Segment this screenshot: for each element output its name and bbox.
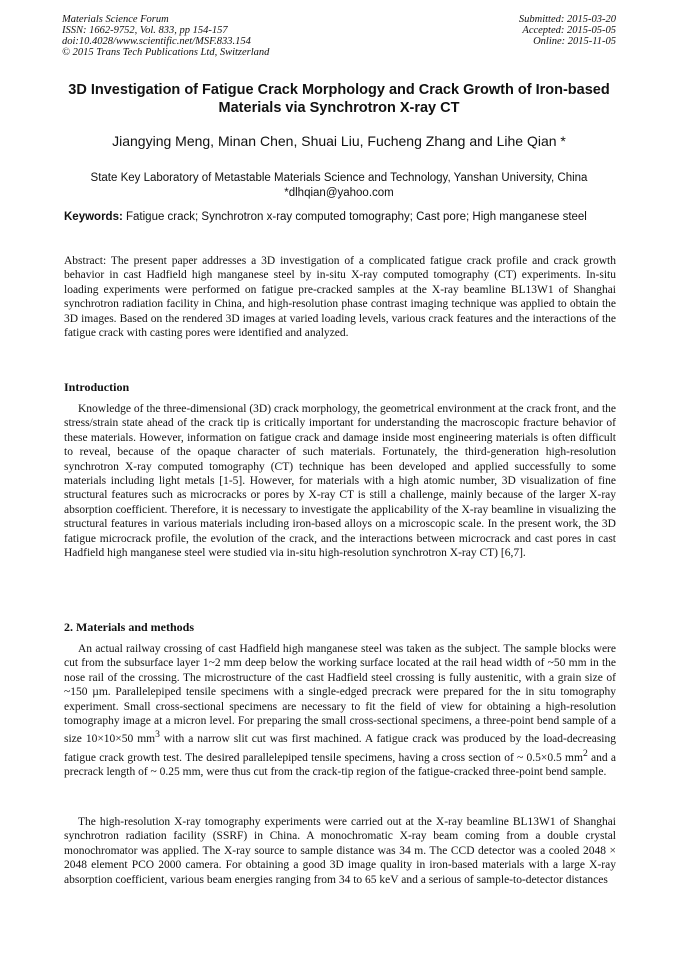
methods-text-a: An actual railway crossing of cast Hadfield high manganese steel was taken as the subject. The sample blocks were cut from the subsurface layer 1~2 mm deep below the working surface located at the rail head width of ~50 mm in the nose rail of the crossing. The microstructure of the cast Hadfield steel crossing is fully austenitic, with a grain size of ~150 µm. Parallelepiped tensile specimens with a single-edged precrack were prepared for the in situ tomography experiment. Small cross-sectional specimens are necessary to fit the field of view for obtaining a high-resolution tomography image at a micron level. For preparing the small cross-sectional specimens, a three-point bend sample of a size 10×10×50 mm	[64, 643, 616, 746]
superscript-square: 2	[582, 747, 588, 759]
introduction-paragraph: Knowledge of the three-dimensional (3D) crack morphology, the geometrical environment at the crack front, and the stress/strain state ahead of the crack tip is critically important for understanding the macroscopic fracture behavior of these materials. However, information on fatigue crack and damage inside most engineering materials is often difficult to reveal, because of the opaque character of such materials. Fortunately, the third-generation high-resolution synchrotron X-ray computed tomography (CT) technique has been developed and applied successfully to some materials including light metals [1-5]. However, for materials with a high atomic number, 3D visualization of fine structural features such as microcracks or pores by X-ray CT is still a challenge, mainly because of the larger X-ray absorption coefficient. Therefore, it is necessary to investigate the applicability of the X-ray beamline in visualizing the structural features in various materials including iron-based alloys on a microscopic scale. In the present work, the 3D fatigue microcrack profile, the evolution of the crack, and the interactions between microcrack and cast pores in cast Hadfield high manganese steel were studied via in-situ high-resolution synchrotron X-ray CT) [6,7].	[64, 403, 616, 560]
keywords	[64, 210, 616, 224]
methods-paragraph-2: The high-resolution X-ray tomography experiments were carried out at the X-ray beamline BL13W1 of Shanghai synchrotron radiation facility (SSRF) in China. A monochromatic X-ray beam coming from a double crystal monochromator was applied. The X-ray source to sample distance was 34 m. The CCD detector was a cooled 2048 × 2048 element PCO 2000 camera. For obtaining a good 3D image quality in iron-based materials with a large X-ray absorption coefficient, various beam energies ranging from 34 to 65 keV and a serious of sample-to-detector distances	[64, 816, 616, 886]
copyright-line: © 2015 Trans Tech Publications Ltd, Switzerland	[62, 47, 270, 58]
issn-line: ISSN: 1662-9752, Vol. 833, pp 154-157	[62, 25, 228, 36]
superscript-cube: 3	[155, 729, 160, 741]
author-list: Jiangying Meng, Minan Chen, Shuai Liu, Fucheng Zhang and Lihe Qian *	[112, 133, 566, 149]
doi-line[interactable]: doi:10.4028/www.scientific.net/MSF.833.154	[62, 36, 251, 47]
methods-paragraph-1	[64, 642, 616, 779]
affiliation-block	[40, 171, 638, 200]
section-heading-methods: 2. Materials and methods	[64, 620, 194, 634]
journal-header	[62, 14, 269, 58]
section-heading-introduction: Introduction	[64, 380, 130, 394]
corresponding-email[interactable]: *dlhqian@yahoo.com	[284, 186, 394, 199]
submitted-date: Submitted: 2015-03-20	[518, 14, 616, 25]
methods-text-c: and a precrack length of ~ 0.25 mm, were thus cut from the crack-tip region of the fatigue-cracked three-point bend sample.	[64, 751, 617, 778]
affiliation: State Key Laboratory of Metastable Materials Science and Technology, Yanshan University, China	[90, 172, 588, 184]
online-date: Online: 2015-11-05	[533, 36, 616, 47]
paper-title: 3D Investigation of Fatigue Crack Morphology and Crack Growth of Iron-based Materials via Synchrotron X-ray CT	[68, 82, 610, 116]
keywords-label: Keywords:	[64, 211, 123, 223]
journal-name: Materials Science Forum	[62, 14, 169, 25]
methods-text-b: with a narrow slit cut was first machined. A fatigue crack was produced by the load-decreasing fatigue crack growth test. The desired parallelepiped tensile specimens, having a cross section of ~ 0.5×0.5 mm	[64, 733, 616, 764]
accepted-date: Accepted: 2015-05-05	[522, 25, 616, 36]
abstract: Abstract: The present paper addresses a 3D investigation of a complicated fatigue crack profile and crack growth behavior in cast Hadfield high manganese steel by in-situ X-ray computed tomography (CT) experiments. In-situ loading experiments were performed on fatigue pre-cracked samples at the X-ray beamline BL13W1 of Shanghai synchrotron radiation facility in China, and high-resolution phase contrast imaging technique was applied to obtain the 3D images. Based on the rendered 3D images at varied loading levels, various crack features and the interactions of the fatigue crack with casting pores were identified and analyzed.	[64, 255, 616, 340]
keywords-text: Fatigue crack; Synchrotron x-ray computed tomography; Cast pore; High manganese steel	[126, 211, 587, 223]
dates-header	[519, 14, 616, 47]
